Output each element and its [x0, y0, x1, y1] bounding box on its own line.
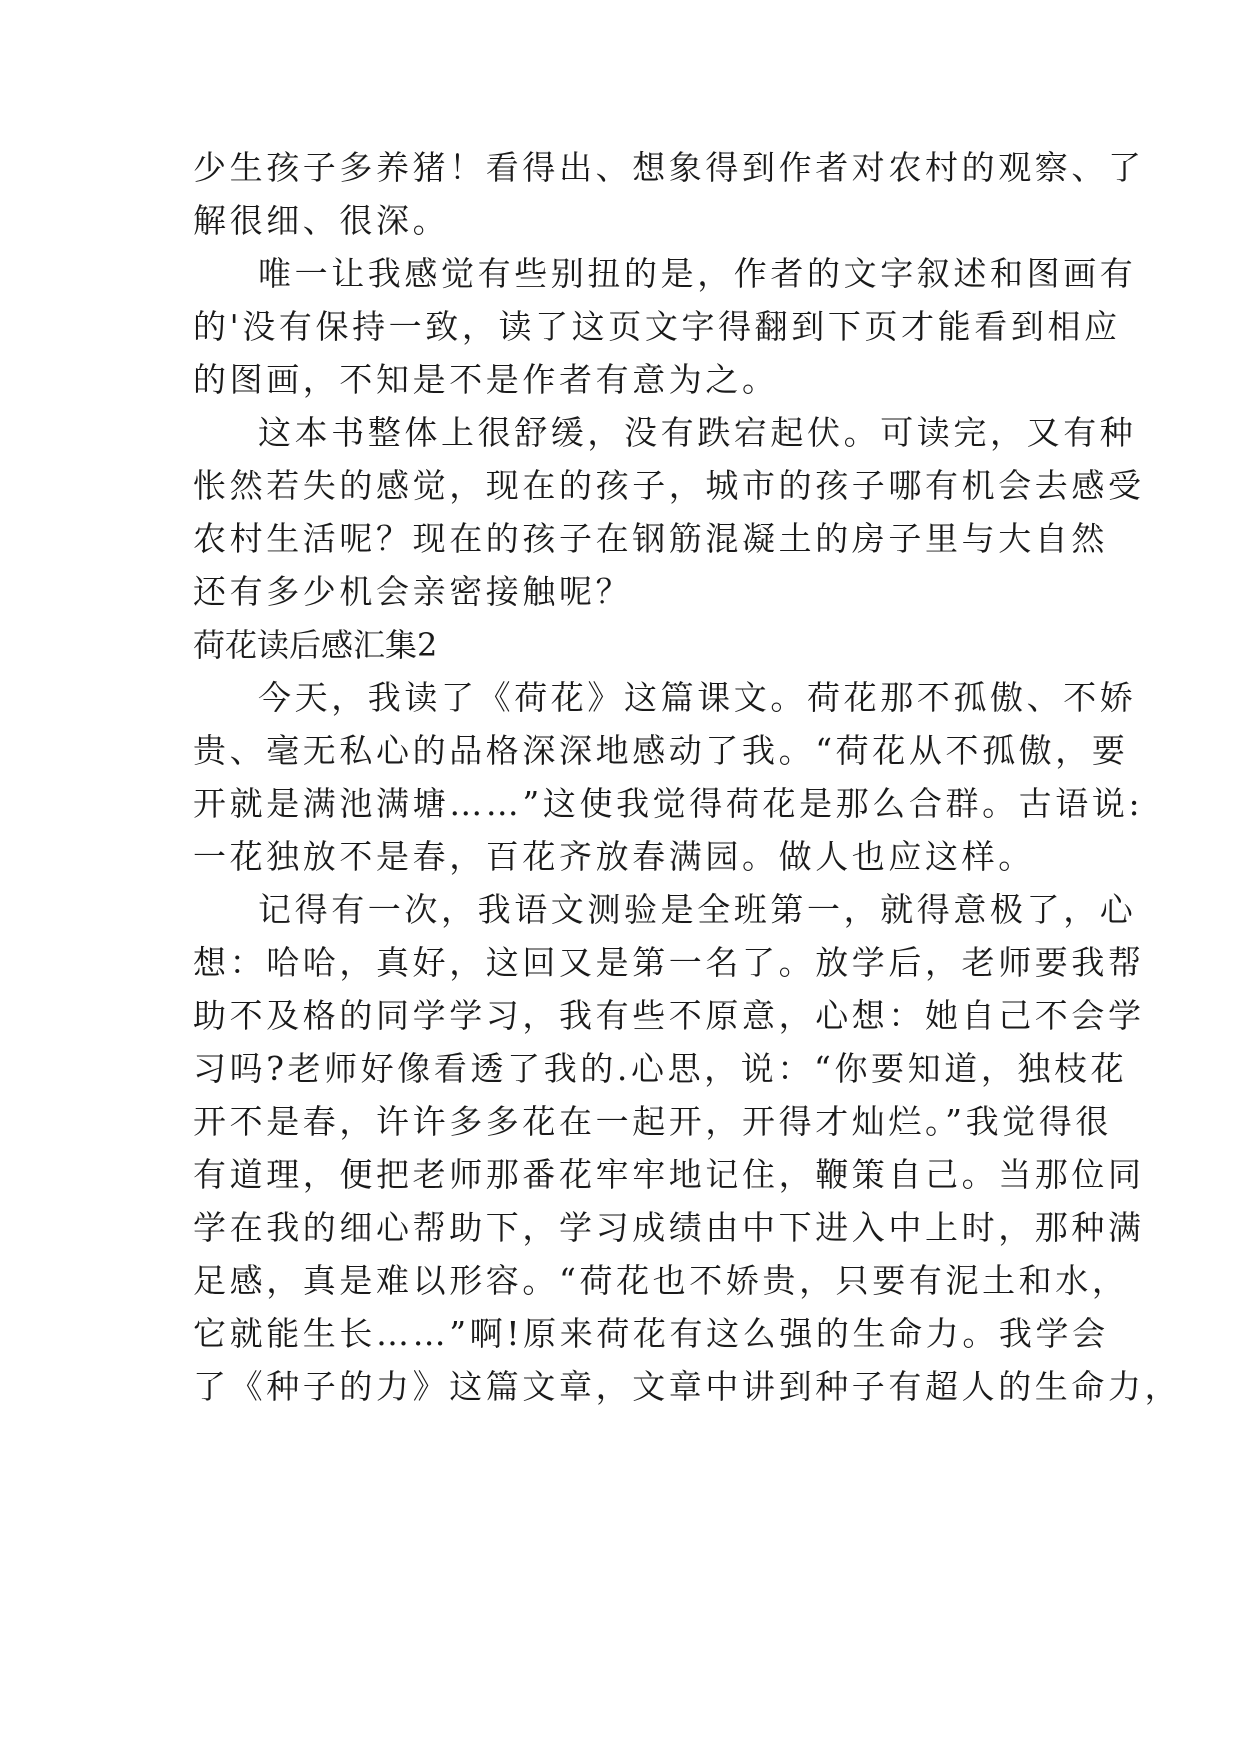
paragraph-first-line: 唯一让我感觉有些别扭的是，作者的文字叙述和图画有 — [258, 254, 1137, 293]
body-text-line: 学在我的细心帮助下，学习成绩由中下进入中上时，那种满 — [193, 1208, 1145, 1247]
body-text-line: 的图画，不知是不是作者有意为之。 — [193, 360, 779, 399]
body-text-line: 解很细、很深。 — [193, 201, 450, 240]
body-text-line: 还有多少机会亲密接触呢？ — [193, 572, 633, 611]
body-text-line: 习吗?老师好像看透了我的.心思，说：“你要知道，独枝花 — [193, 1049, 1128, 1088]
section-heading: 荷花读后感汇集2 — [193, 626, 438, 664]
body-text-line: 想：哈哈，真好，这回又是第一名了。放学后，老师要我帮 — [193, 943, 1145, 982]
paragraph-first-line: 这本书整体上很舒缓，没有跌宕起伏。可读完，又有种 — [258, 413, 1137, 452]
paragraph-first-line: 记得有一次，我语文测验是全班第一，就得意极了，心 — [258, 890, 1137, 929]
body-text-line: 怅然若失的感觉，现在的孩子，城市的孩子哪有机会去感受 — [193, 466, 1145, 505]
body-text-line: 开不是春，许许多多花在一起开，开得才灿烂。”我觉得很 — [193, 1102, 1112, 1141]
body-text-line: 一花独放不是春，百花齐放春满园。做人也应这样。 — [193, 837, 1035, 876]
body-text-line: 贵、毫无私心的品格深深地感动了我。“荷花从不孤傲，要 — [193, 731, 1129, 770]
body-text-line: 它就能生长……”啊!原来荷花有这么强的生命力。我学会 — [193, 1314, 1109, 1353]
body-text-line: 助不及格的同学学习，我有些不原意，心想：她自己不会学 — [193, 996, 1145, 1035]
paragraph-first-line: 今天，我读了《荷花》这篇课文。荷花那不孤傲、不娇 — [258, 678, 1137, 717]
body-text-line: 少生孩子多养猪！看得出、想象得到作者对农村的观察、了 — [193, 148, 1145, 187]
body-text-line: 有道理，便把老师那番花牢牢地记住，鞭策自己。当那位同 — [193, 1155, 1145, 1194]
body-text-line: 农村生活呢？现在的孩子在钢筋混凝土的房子里与大自然 — [193, 519, 1108, 558]
body-text-line: 开就是满池满塘……”这使我觉得荷花是那么合群。古语说: — [193, 784, 1144, 823]
body-text-line: 了《种子的力》这篇文章，文章中讲到种子有超人的生命力， — [193, 1367, 1182, 1406]
body-text-line: 足感，真是难以形容。“荷花也不娇贵，只要有泥土和水， — [193, 1261, 1129, 1300]
body-text-line: 的'没有保持一致，读了这页文字得翻到下页才能看到相应 — [193, 307, 1121, 346]
